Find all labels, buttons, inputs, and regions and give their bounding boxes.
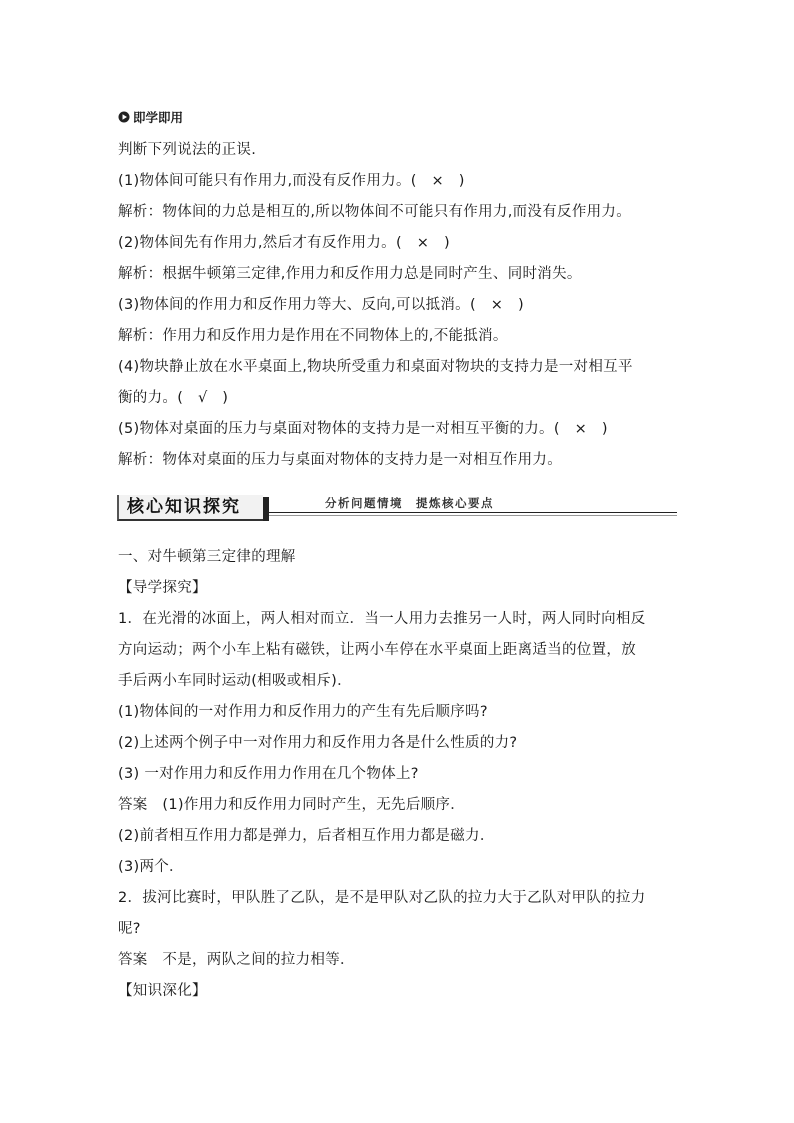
section-line: 1．在光滑的冰面上，两人相对而立．当一人用力去推另一人时，两人同时向相反 bbox=[118, 611, 646, 627]
section-line: 方向运动；两个小车上粘有磁铁，让两小车停在水平桌面上距离适当的位置，放 bbox=[118, 642, 636, 658]
section-title: 一、对牛顿第三定律的理解 bbox=[118, 549, 296, 565]
banner-subtitle: 分析问题情境 提炼核心要点 bbox=[325, 496, 494, 510]
practice-line: 衡的力。( √ ) bbox=[118, 390, 229, 406]
section-banner bbox=[117, 493, 677, 523]
section-line: (2)前者相互作用力都是弹力，后者相互作用力都是磁力． bbox=[118, 828, 495, 844]
practice-heading-label: 即学即用 bbox=[133, 110, 184, 125]
practice-line: (3)物体间的作用力和反作用力等大、反向,可以抵消。( × ) bbox=[118, 297, 524, 313]
banner-bar bbox=[263, 497, 269, 521]
banner-title: 核心知识探究 bbox=[117, 495, 263, 521]
section-line: 【知识深化】 bbox=[118, 983, 207, 999]
section-line: (3)两个． bbox=[118, 859, 184, 875]
section-line: 答案 不是，两队之间的拉力相等． bbox=[118, 952, 355, 968]
section-line: 2．拔河比赛时，甲队胜了乙队，是不是甲队对乙队的拉力大于乙队对甲队的拉力 bbox=[118, 890, 646, 906]
practice-line: (2)物体间先有作用力,然后才有反作用力。( × ) bbox=[118, 235, 450, 251]
practice-line: 解析：物体间的力总是相互的,所以物体间不可能只有作用力,而没有反作用力。 bbox=[118, 204, 632, 220]
practice-intro: 判断下列说法的正误. bbox=[118, 142, 257, 158]
play-circle-icon bbox=[118, 111, 130, 123]
banner-rule bbox=[269, 512, 677, 513]
section-line: 【导学探究】 bbox=[118, 580, 207, 596]
practice-line: 解析：根据牛顿第三定律,作用力和反作用力总是同时产生、同时消失。 bbox=[118, 266, 582, 282]
practice-line: (1)物体间可能只有作用力,而没有反作用力。( × ) bbox=[118, 173, 465, 189]
practice-line: (5)物体对桌面的压力与桌面对物体的支持力是一对相互平衡的力。( × ) bbox=[118, 421, 608, 437]
section-line: 手后两小车同时运动(相吸或相斥)． bbox=[118, 673, 352, 689]
practice-line: (4)物块静止放在水平桌面上,物块所受重力和桌面对物块的支持力是一对相互平 bbox=[118, 359, 633, 375]
practice-line: 解析：物体对桌面的压力与桌面对物体的支持力是一对相互作用力。 bbox=[118, 452, 562, 468]
practice-heading bbox=[118, 108, 183, 126]
section-line: 答案 (1)作用力和反作用力同时产生，无先后顺序． bbox=[118, 797, 466, 813]
section-line: (3) 一对作用力和反作用力作用在几个物体上? bbox=[118, 766, 419, 782]
section-line: 呢? bbox=[118, 921, 141, 937]
practice-line: 解析：作用力和反作用力是作用在不同物体上的,不能抵消。 bbox=[118, 328, 508, 344]
section-line: (1)物体间的一对作用力和反作用力的产生有先后顺序吗? bbox=[118, 704, 488, 720]
banner-rule-secondary bbox=[269, 515, 677, 516]
section-line: (2)上述两个例子中一对作用力和反作用力各是什么性质的力? bbox=[118, 735, 518, 751]
